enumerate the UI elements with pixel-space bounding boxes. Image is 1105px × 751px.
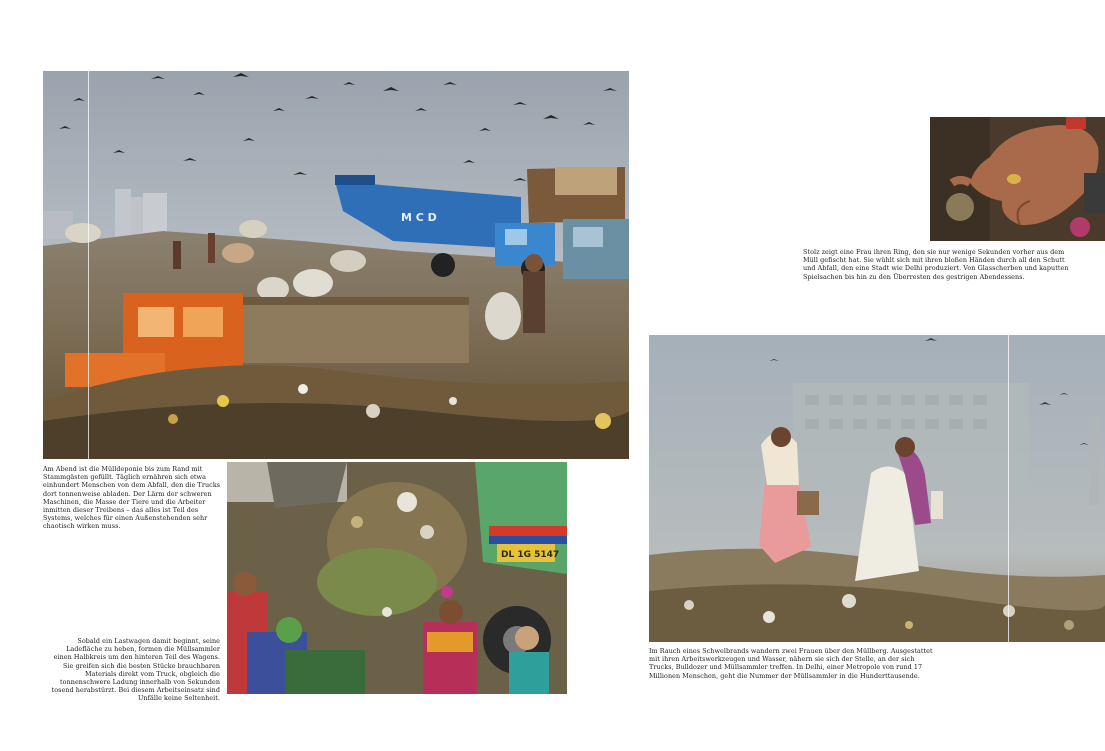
spread-gutter-line [88, 71, 89, 459]
caption-truck-unloading: Sobald ein Lastwagen damit beginnt, seine Ladefläche zu heben, formen die Müllsammler einen Halbkreis um den hinteren Teil des Wagens. Sie greifen sich die besten Stücke brauchbaren Materials direkt vom Truck, obgleich die tonnenschwere Ladung innerhalb von Sekunden tosend herabstürzt. Bei diesem Arbeitseinsatz sind Unfälle keine Seltenheit. [51, 637, 220, 703]
spread-gutter-line [1008, 335, 1009, 642]
caption-ring: Stolz zeigt eine Frau ihren Ring, den sie nur wenige Sekunden vorher aus dem Müll gefischt hat. Sie wühlt sich mit ihren bloßen Händen durch all den Schutt und Abfall, den eine Stadt wie Delhi produziert. Von Glasscherben und kaputten Spielsachen bis hin zu den Überresten des gestrigen Abendessens. [803, 248, 1069, 281]
photo-hand-ring [930, 117, 1105, 241]
photo-truck-unloading [227, 462, 567, 694]
truck-license-plate: DL 1G 5147 [501, 550, 560, 560]
truck-body-letters: M C D [401, 211, 437, 224]
caption-dump-evening: Am Abend ist die Mülldeponie bis zum Rand mit Stammgästen gefüllt. Täglich ernähren sich etwa einhundert Menschen von dem Abfall, den die Trucks dort tonnenweise abladen. Der Lärm der schweren Maschinen, die Masse der Tiere und die Arbeiter inmitten dieser Treibens – das alles ist Teil des Systems, welches für einen Außenstehenden sehr chaotisch wirken muss. [43, 465, 221, 531]
photo-women-smoke [649, 335, 1105, 642]
photo-landfill-trucks [43, 71, 629, 459]
caption-smoke-women: Im Rauch eines Schwelbrands wandern zwei Frauen über den Müllberg. Ausgestattet mit ihren Arbeitswerkzeugen und Wasser, nähern sie sich der Stelle, an der sich Trucks, Bulldozer und Müllsammler treffen. In Delhi, einer Metropole von rund 17 Millionen Menschen, geht die Nummer der Müllsammler in die Hunderttausende. [649, 647, 933, 680]
